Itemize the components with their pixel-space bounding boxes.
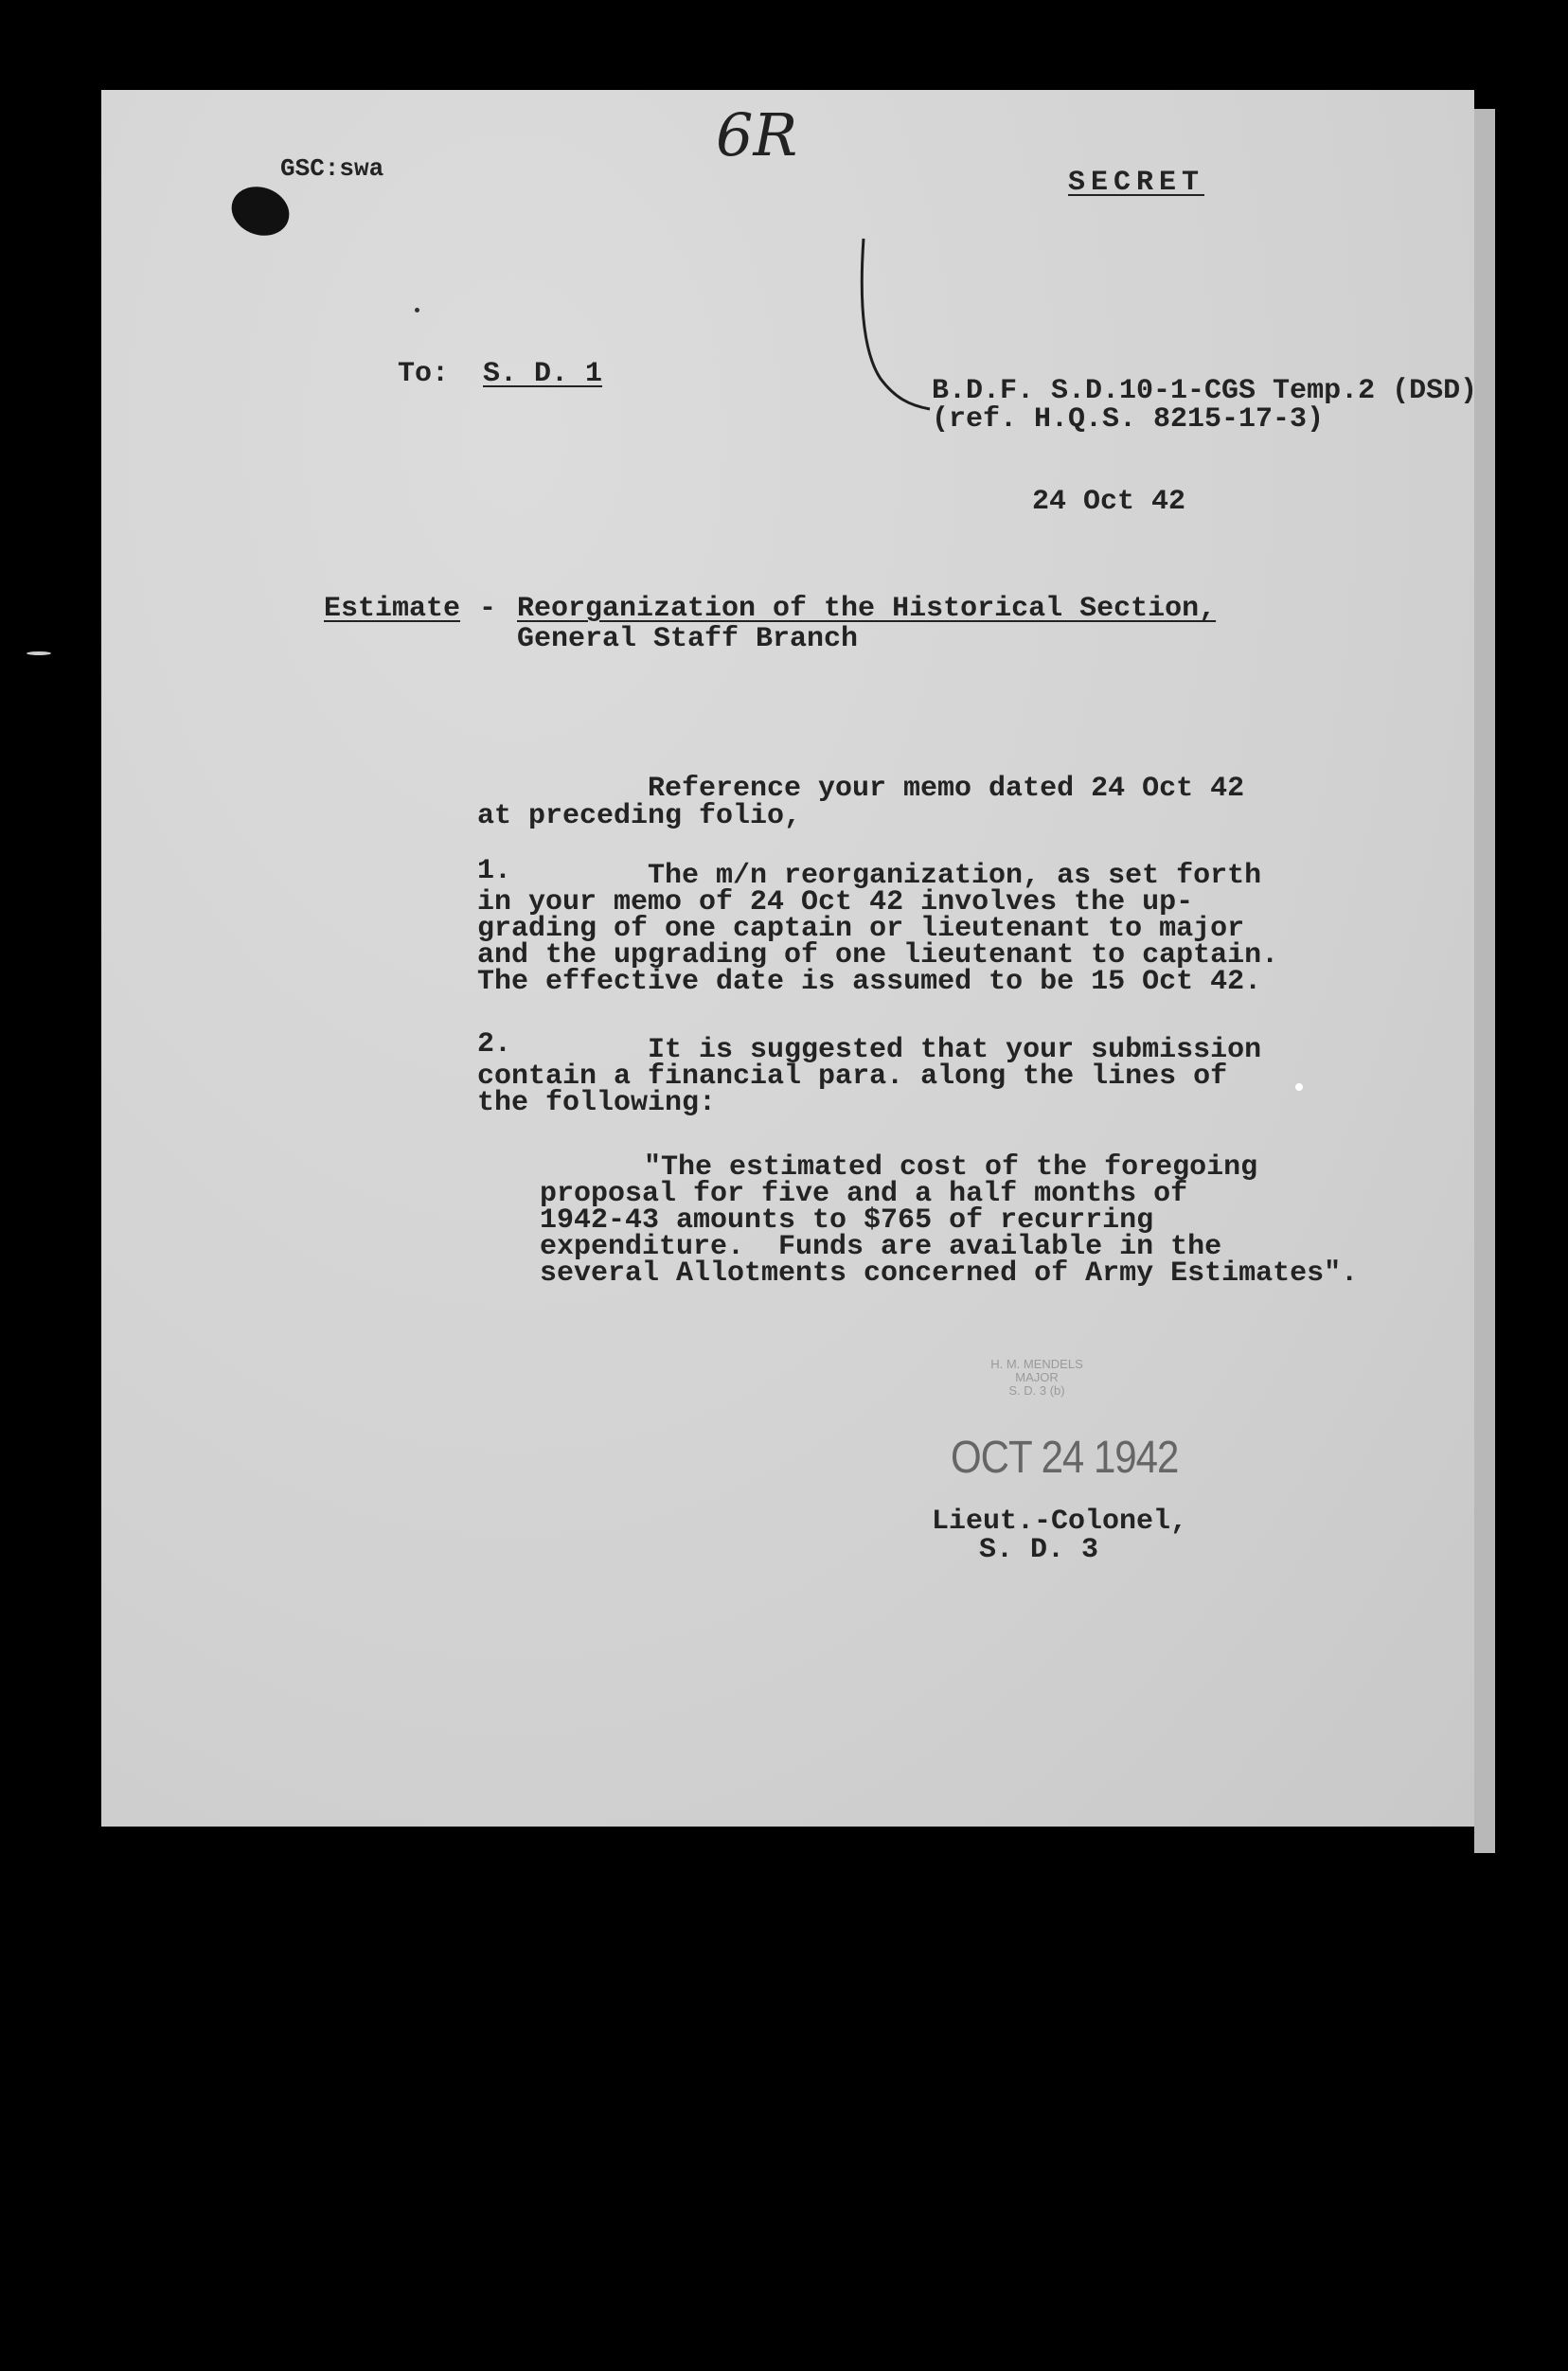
- subject-title-continued: General Staff Branch: [517, 623, 859, 655]
- handwritten-mark: 6R: [716, 100, 798, 169]
- signature-rank: Lieut.-Colonel,: [932, 1506, 1188, 1538]
- quote-line: proposal for five and a half months of: [540, 1178, 1188, 1210]
- quote-line: several Allotments concerned of Army Estimates".: [540, 1257, 1359, 1290]
- page-edge-shadow: [1474, 109, 1495, 1853]
- quote-line: "The estimated cost of the foregoing: [644, 1151, 1258, 1184]
- intro-line: Reference your memo dated 24 Oct 42: [648, 773, 1245, 805]
- paragraph-line: grading of one captain or lieutenant to major: [477, 913, 1245, 945]
- subject-label: Estimate: [324, 593, 461, 625]
- paragraph-line: and the upgrading of one lieutenant to captain.: [477, 939, 1279, 972]
- paragraph-line: The effective date is assumed to be 15 Oct 42.: [477, 966, 1262, 998]
- signature-unit: S. D. 3: [979, 1534, 1099, 1566]
- paragraph-number: 2.: [477, 1028, 512, 1061]
- to-label: To:: [398, 358, 450, 390]
- scan-speck: [1295, 1083, 1303, 1091]
- file-reference-secondary: (ref. H.Q.S. 8215-17-3): [932, 403, 1325, 436]
- date-stamp: OCT 24 1942: [951, 1431, 1179, 1483]
- paragraph-line: The m/n reorganization, as set forth: [648, 860, 1262, 892]
- officer-stamp: [956, 1358, 1117, 1398]
- quote-line: expenditure. Funds are available in the: [540, 1231, 1222, 1263]
- paragraph-line: It is suggested that your submission: [648, 1034, 1262, 1066]
- quote-line: 1942-43 amounts to $765 of recurring: [540, 1204, 1154, 1237]
- stamp-rank: MAJOR: [1015, 1370, 1059, 1384]
- initials: GSC:swa: [280, 154, 384, 183]
- memo-date: 24 Oct 42: [1032, 486, 1186, 518]
- stamp-unit: S. D. 3 (b): [1008, 1383, 1065, 1398]
- handwritten-bracket-line: [852, 237, 937, 426]
- paragraph-line: in your memo of 24 Oct 42 involves the up-: [477, 886, 1194, 918]
- paragraph-line: the following:: [477, 1087, 717, 1119]
- intro-line: at preceding folio,: [477, 800, 802, 832]
- scan-speck: [27, 651, 51, 655]
- subject-title: Reorganization of the Historical Section,: [517, 593, 1217, 625]
- scan-speck: [415, 308, 419, 312]
- to-recipient: S. D. 1: [483, 358, 603, 390]
- subject-dash: -: [479, 593, 497, 625]
- classification-label: SECRET: [1068, 167, 1205, 199]
- paragraph-number: 1.: [477, 855, 512, 887]
- stamp-name: H. M. MENDELS: [990, 1357, 1083, 1371]
- paragraph-line: contain a financial para. along the lines of: [477, 1061, 1228, 1093]
- file-reference: B.D.F. S.D.10-1-CGS Temp.2 (DSD): [932, 375, 1478, 407]
